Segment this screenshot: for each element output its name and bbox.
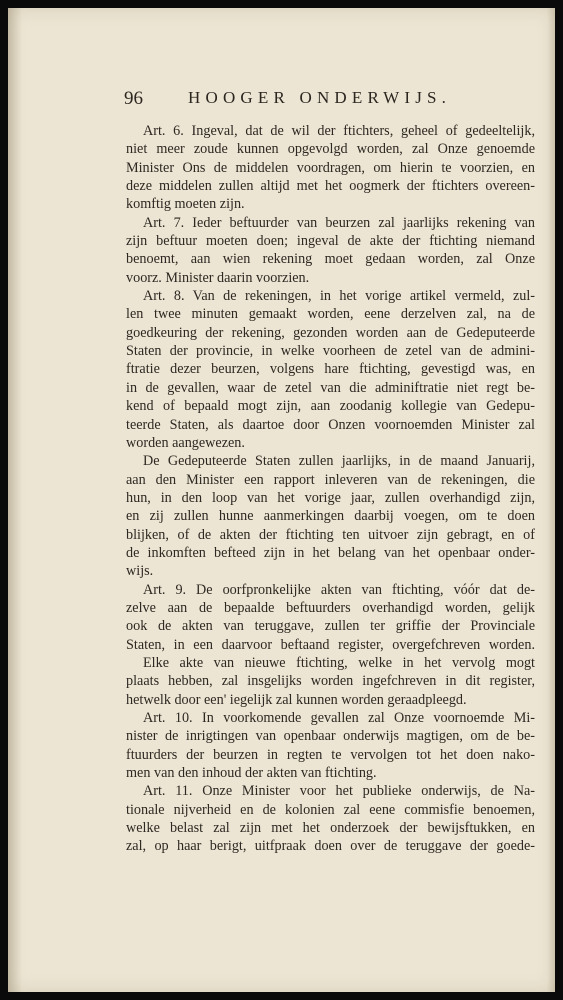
text-line: hun, in den loop van het vorige jaar, zullen overhandigd zijn,: [126, 489, 535, 506]
text-line: welke belast zal zijn met het onderzoek der bewijsftukken, en: [126, 820, 535, 837]
page-header: [124, 86, 474, 116]
text-line: de inkomften befteed zijn in het belang van het openbaar onder-: [126, 544, 535, 561]
text-line: goedkeuring der rekening, gezonden worden aan de Gedeputeerde: [126, 324, 535, 341]
text-line: Staten, in een daarvoor beftaand register, overgefchreven worden.: [126, 636, 535, 653]
text-line: Staten der provincie, in welke voorheen de zetel van de admini-: [126, 343, 535, 360]
text-line: Art. 7. Ieder beftuurder van beurzen zal jaarlijks rekening van: [143, 214, 535, 231]
text-line: De Gedeputeerde Staten zullen jaarlijks, in de maand Januarij,: [143, 453, 535, 470]
running-head: HOOGER ONDERWIJS.: [188, 88, 452, 107]
text-line: worden aangewezen.: [126, 434, 245, 451]
text-line: zijn beftuur moeten doen; ingeval de akte der ftichting niemand: [126, 233, 535, 250]
text-line: teerde Staten, als daartoe door Onzen voornoemden Minister zal: [126, 416, 535, 433]
text-line: men van den inhoud der akten van ftichting.: [126, 765, 377, 782]
text-line: voorz. Minister daarin voorzien.: [126, 269, 310, 286]
text-line: ook de akten van teruggave, zullen ter griffie der Provinciale: [126, 618, 535, 635]
text-line: plaats hebben, zal insgelijks worden ingefchreven in dit register,: [126, 673, 535, 690]
text-line: Art. 6. Ingeval, dat de wil der ftichters, geheel of gedeeltelijk,: [143, 123, 535, 139]
page-number: 96: [124, 88, 143, 109]
text-line: zelve aan de bepaalde beftuurders overhandigd worden, gelijk: [126, 599, 535, 616]
text-line: ftratie dezer beurzen, volgens hare ftichting, gevestigd was, en: [126, 361, 535, 378]
text-line: tionale nijverheid en de kolonien zal eene commisfie benoemen,: [126, 801, 535, 818]
text-line: zal, op haar berigt, uitfpraak doen over de teruggave der goede-: [126, 838, 535, 855]
text-line: Elke akte van nieuwe ftichting, welke in het vervolg mogt: [143, 654, 535, 671]
text-line: blijken, of de akten der ftichting ten uitvoer zijn gebragt, en of: [126, 526, 535, 543]
text-line: Art. 9. De oorfpronkelijke akten van ftichting, vóór dat de-: [143, 581, 535, 598]
text-line: Art. 11. Onze Minister voor het publieke onderwijs, de Na-: [143, 783, 535, 800]
body-text: [126, 122, 535, 856]
book-page: [8, 8, 555, 992]
text-line: komftig moeten zijn.: [126, 196, 245, 213]
text-line: Art. 8. Van de rekeningen, in het vorige artikel vermeld, zul-: [143, 288, 535, 305]
text-line: hetwelk door een' iegelijk zal kunnen worden geraadpleegd.: [126, 691, 467, 708]
text-line: aan den Minister een rapport inleveren van de rekeningen, die: [126, 471, 535, 488]
text-line: Art. 10. In voorkomende gevallen zal Onze voornoemde Mi-: [143, 710, 535, 726]
text-line: nister de inrigtingen van openbaar onderwijs magtigen, om de be-: [126, 728, 535, 745]
text-line: in de gevallen, waar de zetel van die adminiftratie niet regt be-: [126, 379, 535, 396]
text-line: len twee minuten gemaakt worden, eene derzelven zal, na de: [126, 306, 535, 323]
text-line: wijs.: [126, 563, 154, 580]
text-line: niet meer zoude kunnen opgevolgd worden, zal Onze genoemde: [126, 141, 535, 158]
text-line: deze middelen zullen altijd met het oogmerk der ftichters overeen-: [126, 178, 535, 195]
text-line: benoemt, aan wien rekening moet gedaan worden, zal Onze: [126, 251, 535, 268]
text-line: Minister Ons de middelen voordragen, om hierin te voorzien, en: [126, 159, 535, 176]
text-line: en zij zullen hunne aanmerkingen daarbij voegen, om te doen: [126, 508, 535, 525]
text-line: kend of bepaald mogt zijn, aan zoodanig kollegie van Gedepu-: [126, 398, 535, 415]
text-line: ftuurders der beurzen in regten te vervolgen tot het doen nako-: [126, 746, 535, 763]
